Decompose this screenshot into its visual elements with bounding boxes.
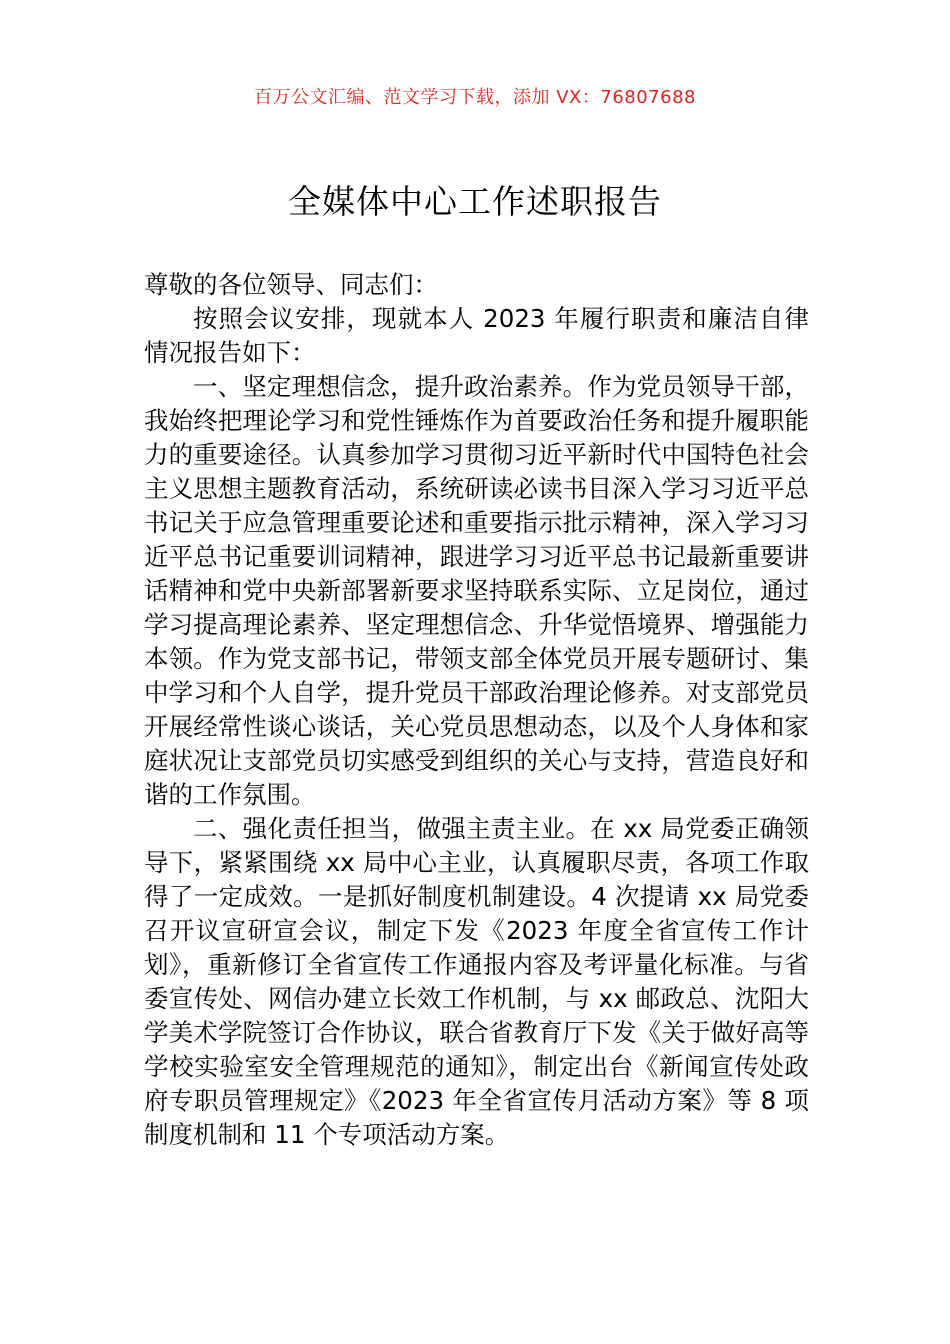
page-title: 全媒体中心工作述职报告 <box>288 182 662 221</box>
paragraph-intro: 按照会议安排，现就本人 2023 年履行职责和廉洁自律情况报告如下： <box>144 304 809 367</box>
document-body <box>144 268 809 1152</box>
watermark-banner: 百万公文汇编、范文学习下载，添加 VX：76807688 <box>254 87 696 108</box>
paragraph-section-1: 一、坚定理想信念，提升政治素养。作为党员领导干部，我始终把理论学习和党性锤炼作为首要政治任务和提升履职能力的重要途径。认真参加学习贯彻习近平新时代中国特色社会主义思想主题教育活动，系统研读必读书目深入学习习近平总书记关于应急管理重要论述和重要指示批示精神，深入学习习近平总书记重要训词精神，跟进学习习近平总书记最新重要讲话精神和党中央新部署新要求坚持联系实际、立足岗位，通过学习提高理论素养、坚定理想信念、升华觉悟境界、增强能力本领。作为党支部书记，带领支部全体党员开展专题研讨、集中学习和个人自学，提升党员干部政治理论修养。对支部党员开展经常性谈心谈话，关心党员思想动态，以及个人身体和家庭状况让支部党员切实感受到组织的关心与支持，营造良好和谐的工作氛围。 <box>144 372 809 809</box>
paragraph-section-2: 二、强化责任担当，做强主责主业。在 xx 局党委正确领导下，紧紧围绕 xx 局中心主业，认真履职尽责，各项工作取得了一定成效。一是抓好制度机制建设。4 次提请 xx 局党委召开议宣研宣会议，制定下发《2023 年度全省宣传工作计划》，重新修订全省宣传工作通报内容及考评量化标准。与省委宣传处、网信办建立长效工作机制，与 xx 邮政总、沈阳大学美术学院签订合作协议，联合省教育厅下发《关于做好高等学校实验室安全管理规范的通知》，制定出台《新闻宣传处政府专职员管理规定》《2023 年全省宣传月活动方案》等 8 项制度机制和 11 个专项活动方案。 <box>144 814 809 1149</box>
salutation: 尊敬的各位领导、同志们： <box>144 270 438 299</box>
